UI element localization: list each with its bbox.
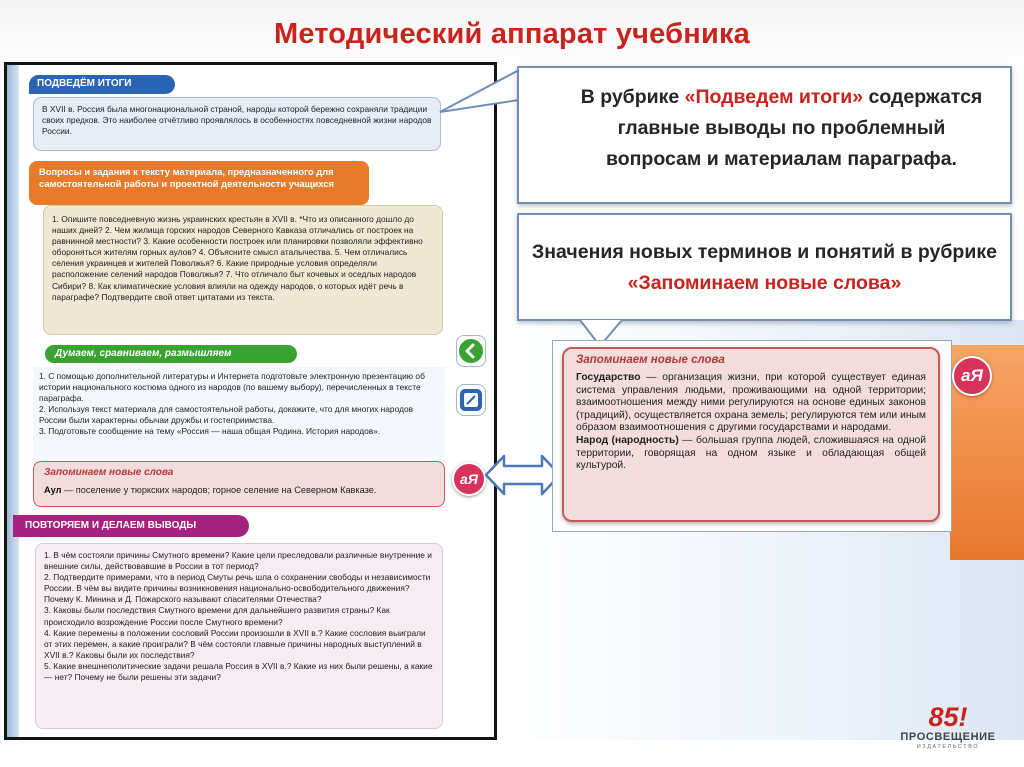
callout1-highlight: «Подведем итоги» [684,86,864,108]
think-item: 2. Используя текст материала для самостоятельной работы, докажите, что для многих народов России были характерны обычаи дружбы и гостеприимства. [39,404,414,426]
zoom-term-1: Государство [576,372,641,383]
questions-section [29,161,447,339]
summary-section [29,75,445,155]
zoom-text-1: — организация жизни, при которой существует единая система управления людьми, проживающими на одной территории; взаимоотношения между ними регулируются на основе единых законов (традиций), осуществляется охрана земель; регулируются тем или иным образом взаимоотношения с другими государствами и народами. [576,372,926,434]
words-header: Запоминаем новые слова [44,467,174,478]
callout1-post: содержатся главные выводы по проблемный вопросам и материалам параграфа. [606,86,983,170]
words-term: Аул [44,485,62,495]
think-list [33,367,445,457]
textbook-page [4,62,497,740]
zoom-term-2: Народ (народность) [576,434,679,446]
logo-name: ПРОСВЕЩЕНИЕ [900,731,996,743]
callout1-pre: В рубрике [580,86,685,108]
dictionary-badge-icon[interactable] [452,462,486,496]
think-section [29,345,447,457]
dictionary-badge-icon-large [952,356,992,396]
zoom-words-box [562,347,940,522]
edit-icon[interactable] [456,384,486,416]
words-text: — поселение у тюркских народов; горное селение на Северном Кавказе. [61,485,377,495]
badge-text-large: аЯ [961,366,983,385]
zoom-text-2: — большая группа людей, сложившаяся на одной территории, говорящая на одном языке и обладающая общей культурой. [576,434,926,472]
slide-title: Методический аппарат учебника [273,18,751,50]
double-arrow-icon [484,452,562,498]
zoom-header: Запоминаем новые слова [576,354,725,366]
repeat-item: 5. Какие внешнеполитические задачи решала Россия в XVII в.? Какие из них были решены, а какие — нет? Почему не были решены эти задачи? [44,660,433,683]
repeat-section [13,515,445,731]
zoom-definition-2 [576,435,926,473]
repeat-header: ПОВТОРЯЕМ И ДЕЛАЕМ ВЫВОДЫ [13,515,249,537]
callout2-pre: Значения новых терминов и понятий в рубрике [532,241,997,263]
summary-text: В XVII в. Россия была многонациональной страной, народы которой бережно сохраняли традиции своих предков. Это наиболее отчётливо проявлялось в особенностях повседневной жизни народов России. [33,97,441,151]
questions-header: Вопросы и задания к тексту материала, предназначенного для самостоятельной работы и проектной деятельности учащихся [29,161,369,205]
repeat-item: 2. Подтвердите примерами, что в период Смуты речь шла о сохранении свободы и независимости России. В чём вы видите причины возникновения национально-освободительного движения? Почему К. Минина и Д. Пожарского называют спасителями Отечества? [44,572,431,605]
repeat-item: 4. Какие перемены в положении сословий России произошли в XVII в.? Какие сословия выиграли от этих перемен, а какие проиграли? В чём состояли главные причины народных выступлений в XVII в.? Каковы были их последствия? [44,627,426,660]
publisher-logo [878,703,1018,759]
summary-header: ПОДВЕДЁМ ИТОГИ [29,75,175,94]
words-definition [44,485,436,496]
callout2-highlight: «Запоминаем новые слова» [627,272,902,294]
summary-callout [517,66,1012,204]
words-callout [517,213,1012,321]
back-arrow-icon[interactable] [456,335,486,367]
repeat-item: 3. Каковы были последствия Смутного времени для дальнейшего развития страны? Как происходило возрождение России после Смутного времени? [44,605,390,627]
think-item: 1. С помощью дополнительной литературы и Интернета подготовьте электронную презентацию об истории национального костюма одного из народов (по вашему выбору), перечисленных в тексте параграфа. [39,371,425,404]
questions-text: 1. Опишите повседневную жизнь украинских крестьян в XVII в. *Что из описанного дошло до наших дней? 2. Чем жилища горских народов Северного Кавказа отличались от построек на равнинной местности? 3. Какие особенности построек или планировки позволяли эффективно обороняться жителям горных аулов? 4. Объясните смысл аталычества. 5. Чем отличались селения украинцев и жителей Поволжья? 6. Какие природные условия определяли расположение селений народов Поволжья? 7. Что отличало быт кочевых и оседлых народов Сибири? 8. Как климатические условия влияли на одежду народов, о которых идёт речь в параграфе? Подтвердите свой ответ цитатами из текста. [43,205,443,335]
repeat-list [35,543,443,729]
repeat-item: 1. В чём состояли причины Смутного времени? Какие цели преследовали различные внутренние и внешние силы, действовавшие в России в тот период? [44,550,432,572]
zoom-definition-1 [576,372,926,435]
think-item: 3. Подготовьте сообщение на тему «Россия — наша общая Родина. История народов». [39,426,381,437]
logo-subtitle: ИЗДАТЕЛЬСТВО [916,744,980,750]
think-header: Думаем, сравниваем, размышляем [45,345,297,363]
words-section [33,461,445,507]
callout-pointer [438,66,522,116]
logo-number: 85! [928,702,968,732]
badge-text: аЯ [460,471,478,487]
